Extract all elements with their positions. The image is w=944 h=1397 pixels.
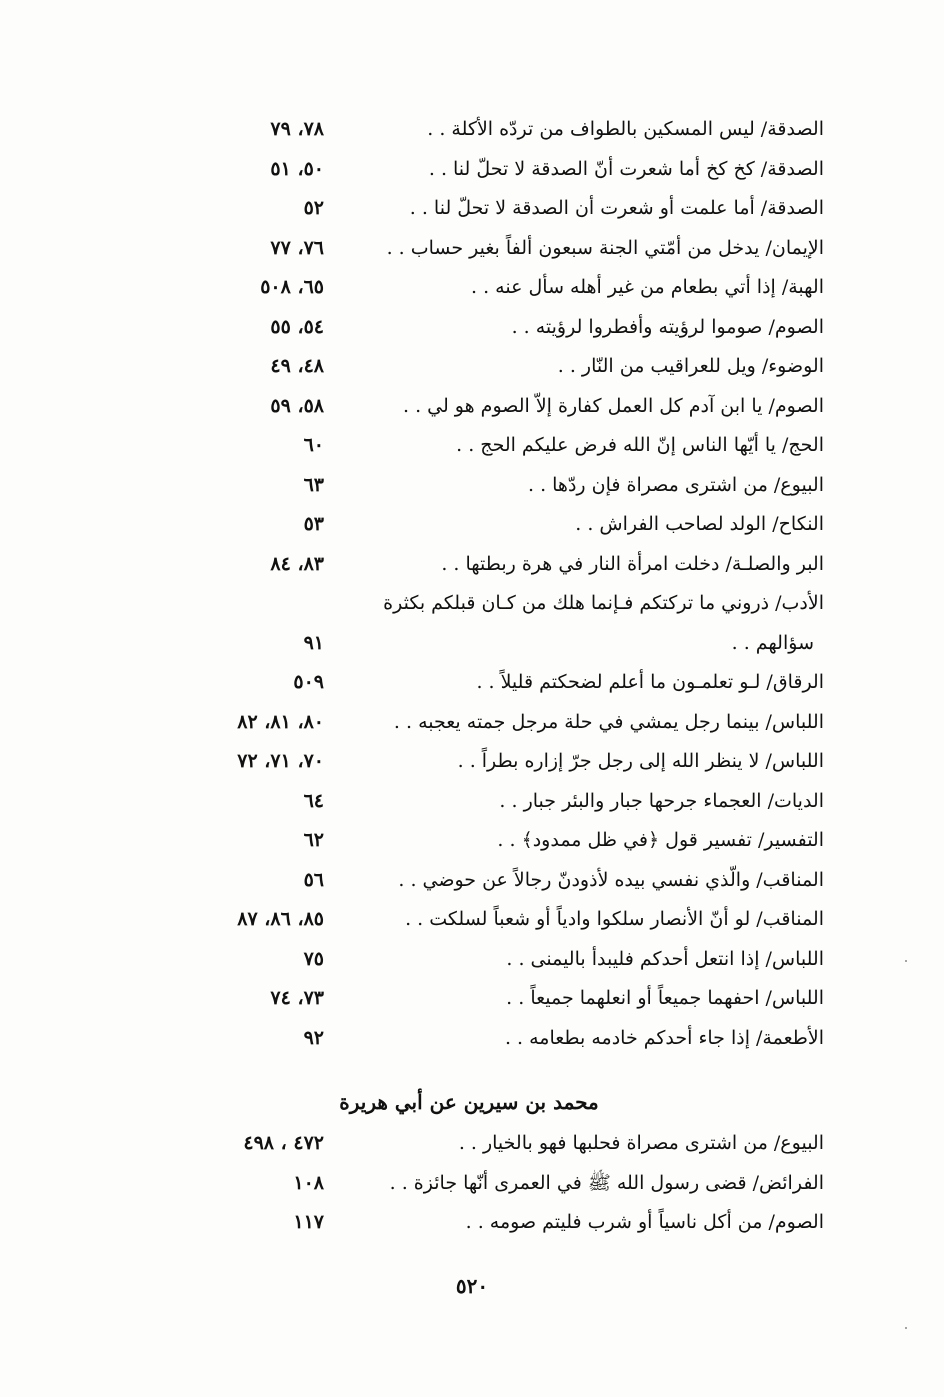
entry-page-refs: ١١٧ — [293, 1211, 324, 1233]
index-row — [0, 624, 944, 664]
entry-page-refs: ٥٠٩ — [293, 671, 324, 693]
entry-text: الحج/ يا أيّها الناس إنّ الله فرض عليكم الحج . . — [456, 434, 824, 456]
entry-text: الصدقة/ كخ كخ أما شعرت أنّ الصدقة لا تحلّ لنا . . — [428, 157, 824, 180]
entry-text: الفرائض/ قضى رسول الله ﷺ في العمرى أنّها جائزة . . — [389, 1171, 824, 1194]
index-row — [0, 268, 944, 308]
index-row — [0, 940, 944, 980]
entry-page-refs: ٥٠، ٥١ — [270, 157, 324, 180]
entry-text: اللباس/ احفهما جميعاً أو انعلهما جميعاً . . — [506, 987, 824, 1009]
index-row — [0, 584, 944, 624]
entry-text: الديات/ العجماء جرحها جبار والبئر جبار . . — [499, 789, 824, 812]
entry-page-refs: ٥٤، ٥٥ — [270, 315, 324, 338]
index-row — [0, 110, 944, 150]
index-row — [0, 821, 944, 861]
entry-text: الصدقة/ ليس المسكين بالطواف من تردّه الأكلة . . — [427, 118, 824, 140]
index-row — [0, 189, 944, 229]
entry-text: الصوم/ صوموا لرؤيته وأفطروا لرؤيته . . — [511, 315, 824, 338]
entry-text: المناقب/ والّذي نفسي بيده لأذودنّ رجالاً عن حوضي . . — [398, 868, 824, 891]
entry-page-refs: ٥٣ — [303, 513, 324, 535]
section-heading — [224, 1082, 824, 1122]
entry-page-refs: ٨٥، ٨٦، ٨٧ — [237, 908, 324, 930]
index-row — [0, 1203, 944, 1243]
entry-text: الإيمان/ يدخل من أمّتي الجنة سبعون ألفاً بغير حساب . . — [386, 236, 824, 259]
index-row — [0, 505, 944, 545]
entry-page-refs: ٧٣، ٧٤ — [270, 987, 324, 1009]
entry-text: النكاح/ الولد لصاحب الفراش . . — [575, 513, 824, 535]
entry-page-refs: ٧٥ — [303, 947, 324, 970]
index-entries-second — [0, 1124, 944, 1243]
index-row — [0, 466, 944, 506]
entry-page-refs: ٤٧٢ ، ٤٩٨ — [243, 1132, 324, 1154]
index-row — [0, 1124, 944, 1164]
page-number: ٥٢٠ — [455, 1274, 489, 1298]
index-row — [0, 979, 944, 1019]
index-row — [0, 703, 944, 743]
entry-page-refs: ٧٦، ٧٧ — [270, 236, 324, 259]
entry-text: البر والصلـة/ دخلت امرأة النار في هرة ربطتها . . — [441, 552, 824, 575]
entry-text: اللباس/ بينما رجل يمشي في حلة مرجل جمته يعجبه . . — [393, 710, 824, 733]
entry-page-refs: ٦٣ — [303, 473, 324, 496]
index-row — [0, 387, 944, 427]
entry-page-refs: ٦٢ — [303, 829, 324, 851]
entry-page-refs: ٦٥، ٥٠٨ — [260, 276, 324, 298]
entry-page-refs: ٥٨، ٥٩ — [270, 394, 324, 417]
entry-page-refs: ٨٠، ٨١، ٨٢ — [237, 710, 324, 733]
entry-text: الهبة/ إذا أتي بطعام من غير أهله سأل عنه . . — [471, 276, 824, 298]
entry-page-refs: ٦٤ — [303, 789, 324, 812]
entry-text: الأدب/ ذروني ما تركتكم فـإنما هلك من كـان قبلكم بكثرة — [383, 592, 824, 614]
entry-text: الوضوء/ ويل للعراقيب من النّار . . — [557, 355, 824, 377]
entry-text: البيوع/ من اشترى مصراة فإن ردّها . . — [527, 473, 824, 496]
entry-page-refs: ٧٨، ٧٩ — [270, 118, 324, 140]
index-row — [0, 900, 944, 940]
index-row — [0, 663, 944, 703]
entry-text: الصوم/ يا ابن آدم كل العمل كفارة إلاّ الصوم هو لي . . — [402, 394, 824, 417]
entry-text: المناقب/ لو أنّ الأنصار سلكوا وادياً أو شعباً لسلكت . . — [405, 908, 824, 930]
entry-text: البيوع/ من اشترى مصراة فحلبها فهو بالخيار . . — [458, 1132, 824, 1154]
entry-text: اللباس/ لا ينظر الله إلى رجل جرّ إزاره بطراً . . — [457, 750, 824, 772]
entry-page-refs: ٨٣، ٨٤ — [270, 552, 324, 575]
entry-page-refs: ٩٢ — [303, 1026, 324, 1049]
entry-page-refs: ٥٦ — [303, 868, 324, 891]
entry-page-refs: ٤٨، ٤٩ — [270, 355, 324, 377]
index-entries — [0, 110, 944, 1058]
scan-speck — [905, 1327, 907, 1329]
index-row — [0, 1019, 944, 1059]
entry-text: التفسير/ تفسير قول ﴿في ظل ممدود﴾ . . — [497, 829, 824, 851]
index-row — [0, 742, 944, 782]
entry-page-refs: ٦٠ — [303, 434, 324, 456]
entry-text: الصدقة/ أما علمت أو شعرت أن الصدقة لا تحلّ لنا . . — [409, 197, 824, 219]
scan-speck — [905, 960, 907, 962]
index-row — [0, 229, 944, 269]
entry-text: الصوم/ من أكل ناسياً أو شرب فليتم صومه . . — [465, 1211, 824, 1233]
index-row — [0, 426, 944, 466]
index-row — [0, 150, 944, 190]
entry-page-refs: ٧٠، ٧١، ٧٢ — [237, 750, 324, 772]
entry-page-refs: ١٠٨ — [293, 1171, 324, 1194]
index-row — [0, 308, 944, 348]
entry-text: اللباس/ إذا انتعل أحدكم فليبدأ باليمنى . . — [506, 947, 824, 970]
entry-text: الأطعمة/ إذا جاء أحدكم خادمه بطعامه . . — [504, 1026, 824, 1049]
entry-page-refs: ٩١ — [303, 631, 324, 654]
entry-text: سؤالهم . . — [731, 631, 814, 654]
index-row — [0, 782, 944, 822]
entry-text: الرقاق/ لـو تعلمـون ما أعلم لضحكتم قليلاً . . — [476, 671, 824, 693]
entry-page-refs: ٥٢ — [303, 197, 324, 219]
index-row — [0, 861, 944, 901]
index-row — [0, 347, 944, 387]
index-row — [0, 545, 944, 585]
section-heading-text: محمد بن سيرين عن أبي هريرة — [339, 1090, 599, 1114]
index-row — [0, 1164, 944, 1204]
